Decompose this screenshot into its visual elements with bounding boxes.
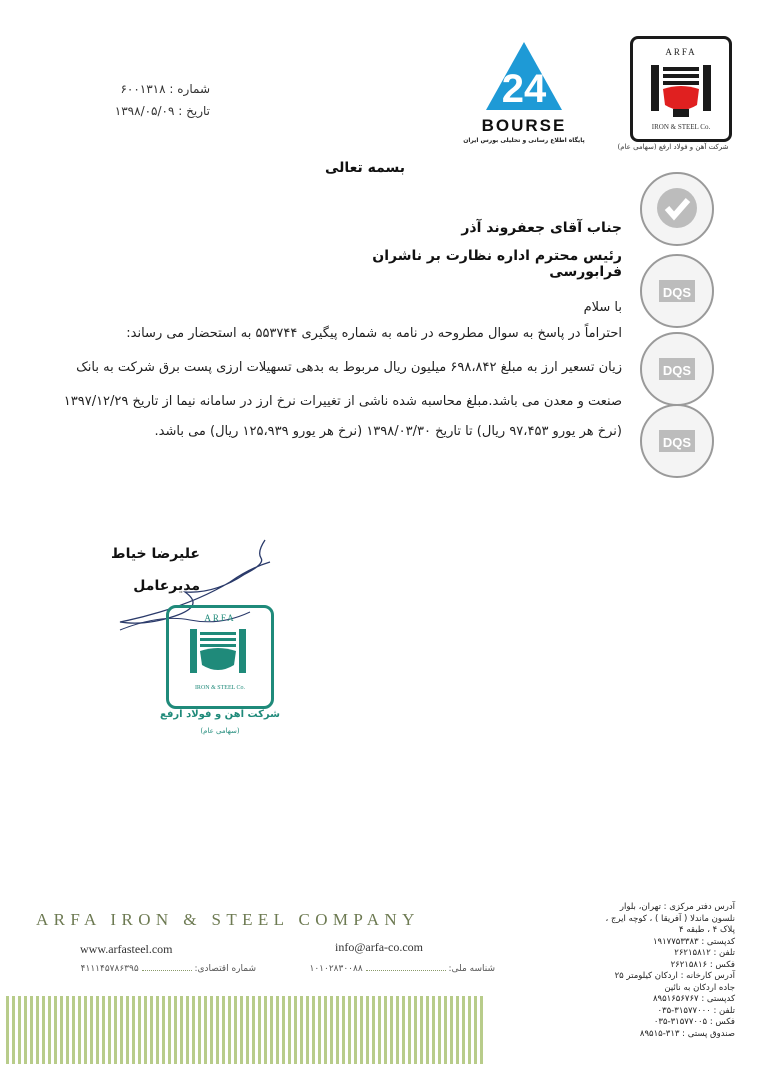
recipient-name: جناب آقای جعفروند آذر — [461, 220, 622, 236]
address-line: فکس : ۲۶۲۱۵۸۱۶ — [670, 959, 735, 970]
bourse-mark-text: 24 — [501, 67, 547, 111]
stamp-subcaption: (سهامی عام) — [200, 727, 240, 735]
national-id-value: ۱۰۱۰۲۸۳۰۰۸۸ — [309, 964, 363, 974]
economic-code-value: ۴۱۱۱۴۵۷۸۶۳۹۵ — [80, 964, 139, 974]
address-line: فکس : ۳۱۵۷۷۰۰۵-۰۳۵ — [653, 1017, 735, 1027]
dqs-iso14001-badge — [640, 254, 714, 328]
website-link[interactable]: www.arfasteel.com — [80, 942, 173, 956]
letter-meta — [60, 78, 210, 122]
svg-text:DQS: DQS — [662, 435, 692, 450]
dqs-hse-badge — [640, 404, 714, 478]
address-line: جاده اردکان به نائین — [664, 982, 735, 993]
bourse-logo — [462, 40, 586, 152]
letter-number-row — [60, 78, 210, 100]
letter-date-row — [60, 100, 210, 122]
letter-date-label: تاریخ : — [178, 104, 210, 118]
greeting: با سلام — [583, 300, 622, 315]
address-line: کدپستی : ۸۹۵۱۶۵۶۷۶۷ — [652, 994, 735, 1004]
address-line: تلفن : ۲۶۲۱۵۸۱۲ — [674, 948, 735, 958]
company-name: ARFA IRON & STEEL COMPANY — [36, 910, 420, 929]
address-line: پلاک ۴ ، طبقه ۴ — [679, 925, 735, 935]
stamp-caption: شرکت آهن و فولاد ارفع — [160, 709, 280, 720]
address-line: نلسون ماندلا ( آفریقا ) ، کوچه ایرج ، — [605, 913, 735, 924]
body-line: زیان تسعیر ارز به مبلغ ۶۹۸،۸۴۲ میلیون ریال مربوط به بدهی تسهیلات ارزی پست برق شرکت به بانک — [76, 360, 622, 375]
bourse-name: BOURSE — [481, 116, 567, 135]
sgs-iso9001-badge — [640, 172, 714, 246]
address-block — [560, 902, 735, 1040]
arfa-logo — [630, 36, 732, 142]
dqs-ohsas18001-badge — [640, 332, 714, 406]
svg-text:DQS: DQS — [662, 285, 692, 300]
address-line: کدپستی : ۱۹۱۷۷۵۳۳۸۳ — [652, 936, 735, 947]
svg-text:DQS: DQS — [662, 363, 692, 378]
body-line: احتراماً در پاسخ به سوال مطروحه در نامه به شماره پیگیری ۵۵۳۷۴۴ به استحضار می رساند: — [126, 326, 622, 341]
dqs-icon — [642, 334, 712, 404]
letter-number: ۶۰۰۱۳۱۸ — [120, 82, 166, 96]
national-id-label: شناسه ملی: — [448, 964, 495, 974]
arfa-logo-bottom-text: IRON & STEEL Co. — [651, 123, 711, 131]
checkmark-icon — [642, 174, 712, 244]
address-line: صندوق پستی : ۳۱۳-۸۹۵۱۵ — [639, 1028, 735, 1039]
letter-date: ۱۳۹۸/۰۵/۰۹ — [114, 104, 175, 118]
recipient-title: رئیس محترم اداره نظارت بر ناشران فرابورسی — [372, 248, 622, 280]
stamp-furnace-icon — [188, 627, 248, 679]
bismillah: بسمه تعالی — [324, 160, 406, 176]
stamp-top-text: ARFA — [204, 613, 236, 623]
body-line: (نرخ هر یورو ۹۷،۴۵۳ ریال) تا تاریخ ۱۳۹۸/۰۳/۳۰ (نرخ هر یورو ۱۲۵،۹۳۹ ریال) می باشد. — [154, 424, 622, 439]
bourse-mark-icon — [484, 40, 564, 114]
national-id — [280, 964, 495, 974]
address-line: آدرس کارخانه : اردکان کیلومتر ۲۵ — [614, 971, 735, 981]
stamp-bottom-text: IRON & STEEL Co. — [194, 685, 246, 691]
email-link[interactable]: info@arfa-co.com — [335, 940, 424, 954]
dqs-icon — [642, 256, 712, 326]
body-line: صنعت و معدن می باشد.مبلغ محاسبه شده ناشی از تغییرات نرخ ارز در سامانه نیما از تاریخ ۱۳۹۷/۱۲/۲۹ — [63, 394, 622, 409]
letter-number-label: شماره : — [169, 82, 210, 96]
address-line: آدرس دفتر مرکزی : تهران، بلوار — [619, 902, 735, 912]
letter-body — [63, 324, 622, 452]
arfa-logo-caption: شرکت آهن و فولاد ارفع (سهامی عام) — [617, 143, 729, 151]
company-stamp — [160, 605, 280, 745]
footer-stripe-band — [6, 996, 486, 1064]
bourse-subtitle: پایگاه اطلاع رسانی و تحلیلی بورس ایران — [463, 137, 585, 144]
address-line: تلفن : ۳۱۵۷۷۰۰۰-۰۳۵ — [657, 1005, 735, 1016]
signatory-title: مدیرعامل — [133, 578, 200, 594]
economic-code — [36, 964, 256, 974]
signatory-name: علیرضا خیاط — [111, 546, 200, 562]
economic-code-label: شماره اقتصادی: — [194, 964, 256, 974]
furnace-icon — [647, 61, 715, 119]
arfa-logo-top-text: ARFA — [665, 47, 697, 57]
dqs-icon — [642, 406, 712, 476]
